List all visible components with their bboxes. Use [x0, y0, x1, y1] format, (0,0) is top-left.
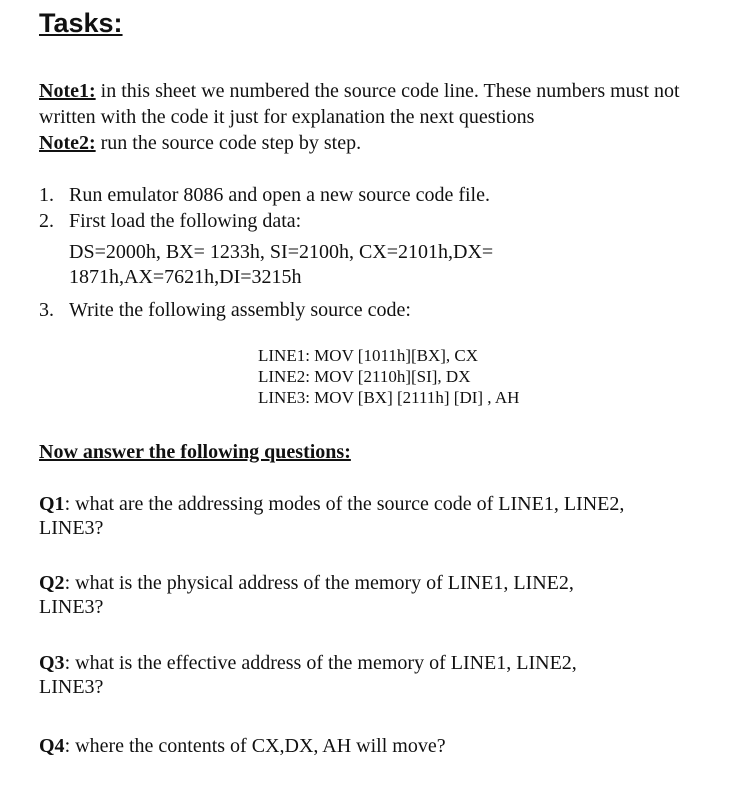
data-line: DS=2000h, BX= 1233h, SI=2100h, CX=2101h,DX=	[69, 241, 494, 263]
note-1	[39, 78, 729, 130]
note-2-text: run the source code step by step.	[95, 132, 362, 154]
question-text-cont: LINE3?	[39, 596, 104, 618]
note-1-text: in this sheet we numbered the source code line. These numbers must not written with the code it just for explanation the next questions	[39, 80, 680, 128]
code-line: LINE3: MOV [BX] [2111h] [DI] , AH	[258, 388, 520, 407]
questions-heading: Now answer the following questions:	[39, 441, 351, 463]
question-text-cont: LINE3?	[39, 676, 104, 698]
step-text: Run emulator 8086 and open a new source code file.	[69, 184, 490, 206]
question-text: : what is the physical address of the memory of LINE1, LINE2,	[64, 572, 574, 594]
note-1-label: Note1:	[39, 80, 96, 102]
step-number: 1.	[39, 184, 54, 206]
step-text: First load the following data:	[69, 210, 302, 232]
list-item	[39, 208, 729, 234]
question-2	[39, 571, 739, 619]
question-4	[39, 734, 739, 758]
note-2	[39, 130, 729, 156]
code-line: LINE2: MOV [2110h][SI], DX	[258, 367, 471, 386]
note-2-label: Note2:	[39, 132, 96, 154]
step-number: 2.	[39, 210, 54, 232]
data-values	[69, 240, 493, 290]
step-text: Write the following assembly source code:	[69, 299, 411, 321]
question-label: Q4	[39, 735, 65, 757]
code-line: LINE1: MOV [1011h][BX], CX	[258, 346, 479, 365]
question-text: : what are the addressing modes of the source code of LINE1, LINE2,	[64, 493, 625, 515]
steps-list	[39, 182, 729, 234]
question-3	[39, 651, 739, 699]
step-number: 3.	[39, 299, 54, 321]
question-label: Q1	[39, 493, 65, 515]
assembly-code	[258, 345, 519, 408]
question-label: Q3	[39, 652, 65, 674]
steps-list-continued	[39, 297, 729, 323]
question-text-cont: LINE3?	[39, 517, 104, 539]
question-text: : what is the effective address of the memory of LINE1, LINE2,	[64, 652, 577, 674]
question-1	[39, 492, 739, 540]
list-item	[39, 182, 729, 208]
question-text: : where the contents of CX,DX, AH will move?	[64, 735, 446, 757]
list-item	[39, 297, 729, 323]
page-title: Tasks:	[39, 8, 123, 38]
data-line: 1871h,AX=7621h,DI=3215h	[69, 266, 302, 288]
question-label: Q2	[39, 572, 65, 594]
